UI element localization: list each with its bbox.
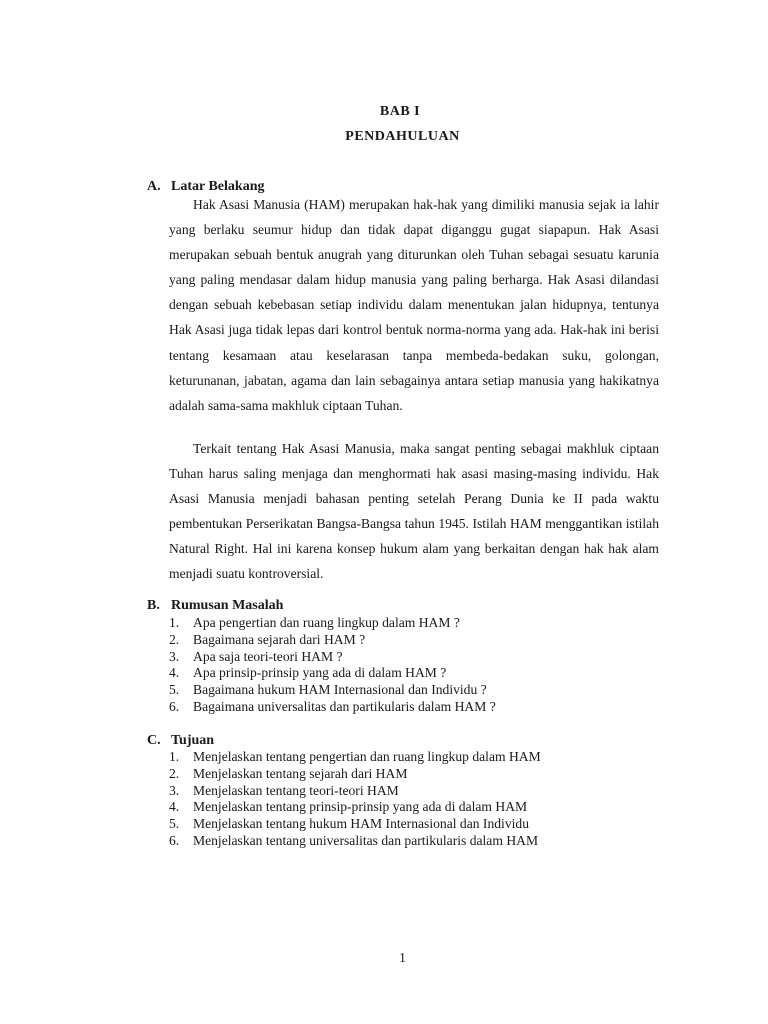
list-item bbox=[169, 632, 496, 649]
section-letter: C. bbox=[147, 733, 161, 748]
page-number: 1 bbox=[399, 950, 406, 965]
paragraph-text: Hak Asasi Manusia (HAM) merupakan hak-hak yang dimiliki manusia sejak ia lahir yang berlaku seumur hidup dan tidak dapat diganggu gugat siapapun. Hak Asasi merupakan sebuah bentuk anugrah yang diturunkan oleh Tuhan sebagai sesuatu karunia yang paling mendasar dalam hidup manusia yang paling berharga. Hak Asasi dilandasi dengan sebuah kebebasan setiap individu dalam menentukan jalan hidupnya, tentunya Hak Asasi juga tidak lepas dari kontrol bentuk norma-norma yang ada. Hak-hak ini berisi tentang kesamaan atau keselarasan tanpa membeda-bedakan suku, golongan, keturunanan, jabatan, agama dan lain sebagainya antara setiap manusia yang hakikatnya adalah sama-sama makhluk ciptaan Tuhan. bbox=[169, 197, 659, 413]
section-title: Rumusan Masalah bbox=[171, 598, 284, 613]
chapter-label: BAB I bbox=[379, 104, 421, 119]
list-text: Menjelaskan tentang hukum HAM Internasional dan Individu bbox=[193, 816, 529, 832]
list-text: Menjelaskan tentang sejarah dari HAM bbox=[193, 765, 408, 781]
list-item bbox=[169, 665, 496, 682]
list-text: Apa prinsip-prinsip yang ada di dalam HAM ? bbox=[193, 665, 447, 681]
section-title: Latar Belakang bbox=[171, 179, 265, 194]
list-item bbox=[169, 766, 541, 783]
list-number: 3. bbox=[169, 648, 180, 664]
section-heading-tujuan bbox=[147, 733, 214, 749]
list-item bbox=[169, 682, 496, 699]
list-text: Apa saja teori-teori HAM ? bbox=[193, 648, 343, 664]
list-number: 5. bbox=[169, 816, 180, 832]
list-text: Menjelaskan tentang pengertian dan ruang lingkup dalam HAM bbox=[193, 749, 541, 764]
tujuan-list bbox=[169, 749, 541, 850]
list-number: 4. bbox=[169, 799, 180, 815]
section-letter: B. bbox=[147, 598, 160, 613]
paragraph-latar-belakang-1 bbox=[169, 192, 659, 418]
list-item bbox=[169, 649, 496, 666]
list-item bbox=[169, 783, 541, 800]
list-item bbox=[169, 749, 541, 766]
list-item bbox=[169, 699, 496, 716]
list-text: Bagaimana sejarah dari HAM ? bbox=[193, 631, 366, 647]
list-number: 4. bbox=[169, 665, 180, 681]
list-item bbox=[169, 816, 541, 833]
list-number: 2. bbox=[169, 765, 180, 781]
list-number: 6. bbox=[169, 698, 180, 714]
list-text: Bagaimana universalitas dan partikularis dalam HAM ? bbox=[193, 698, 496, 714]
list-item bbox=[169, 799, 541, 816]
list-text: Menjelaskan tentang prinsip-prinsip yang ada di dalam HAM bbox=[193, 799, 528, 815]
list-number: 1. bbox=[169, 615, 180, 630]
list-text: Apa pengertian dan ruang lingkup dalam HAM ? bbox=[193, 615, 460, 630]
list-text: Bagaimana hukum HAM Internasional dan Individu ? bbox=[193, 682, 487, 698]
paragraph-latar-belakang-2 bbox=[169, 436, 659, 587]
section-title: Tujuan bbox=[171, 733, 215, 748]
chapter-title: PENDAHULUAN bbox=[345, 129, 460, 144]
section-heading-rumusan-masalah bbox=[147, 598, 283, 614]
list-text: Menjelaskan tentang teori-teori HAM bbox=[193, 782, 399, 798]
list-number: 2. bbox=[169, 631, 180, 647]
list-number: 5. bbox=[169, 682, 180, 698]
section-letter: A. bbox=[147, 179, 161, 194]
list-item bbox=[169, 833, 541, 850]
list-item bbox=[169, 615, 496, 632]
list-text: Menjelaskan tentang universalitas dan partikularis dalam HAM bbox=[193, 832, 539, 848]
rumusan-masalah-list bbox=[169, 615, 496, 716]
list-number: 6. bbox=[169, 832, 180, 848]
list-number: 1. bbox=[169, 749, 180, 764]
list-number: 3. bbox=[169, 782, 180, 798]
paragraph-text: Terkait tentang Hak Asasi Manusia, maka sangat penting sebagai makhluk ciptaan Tuhan harus saling menjaga dan menghormati hak asasi masing-masing individu. Hak Asasi Manusia menjadi bahasan penting setelah Perang Dunia ke II pada waktu pembentukan Perserikatan Bangsa-Bangsa tahun 1945. Istilah HAM menggantikan istilah Natural Right. Hal ini karena konsep hukum alam yang berkaitan dengan hak hak alam menjadi suatu kontroversial. bbox=[169, 441, 659, 582]
